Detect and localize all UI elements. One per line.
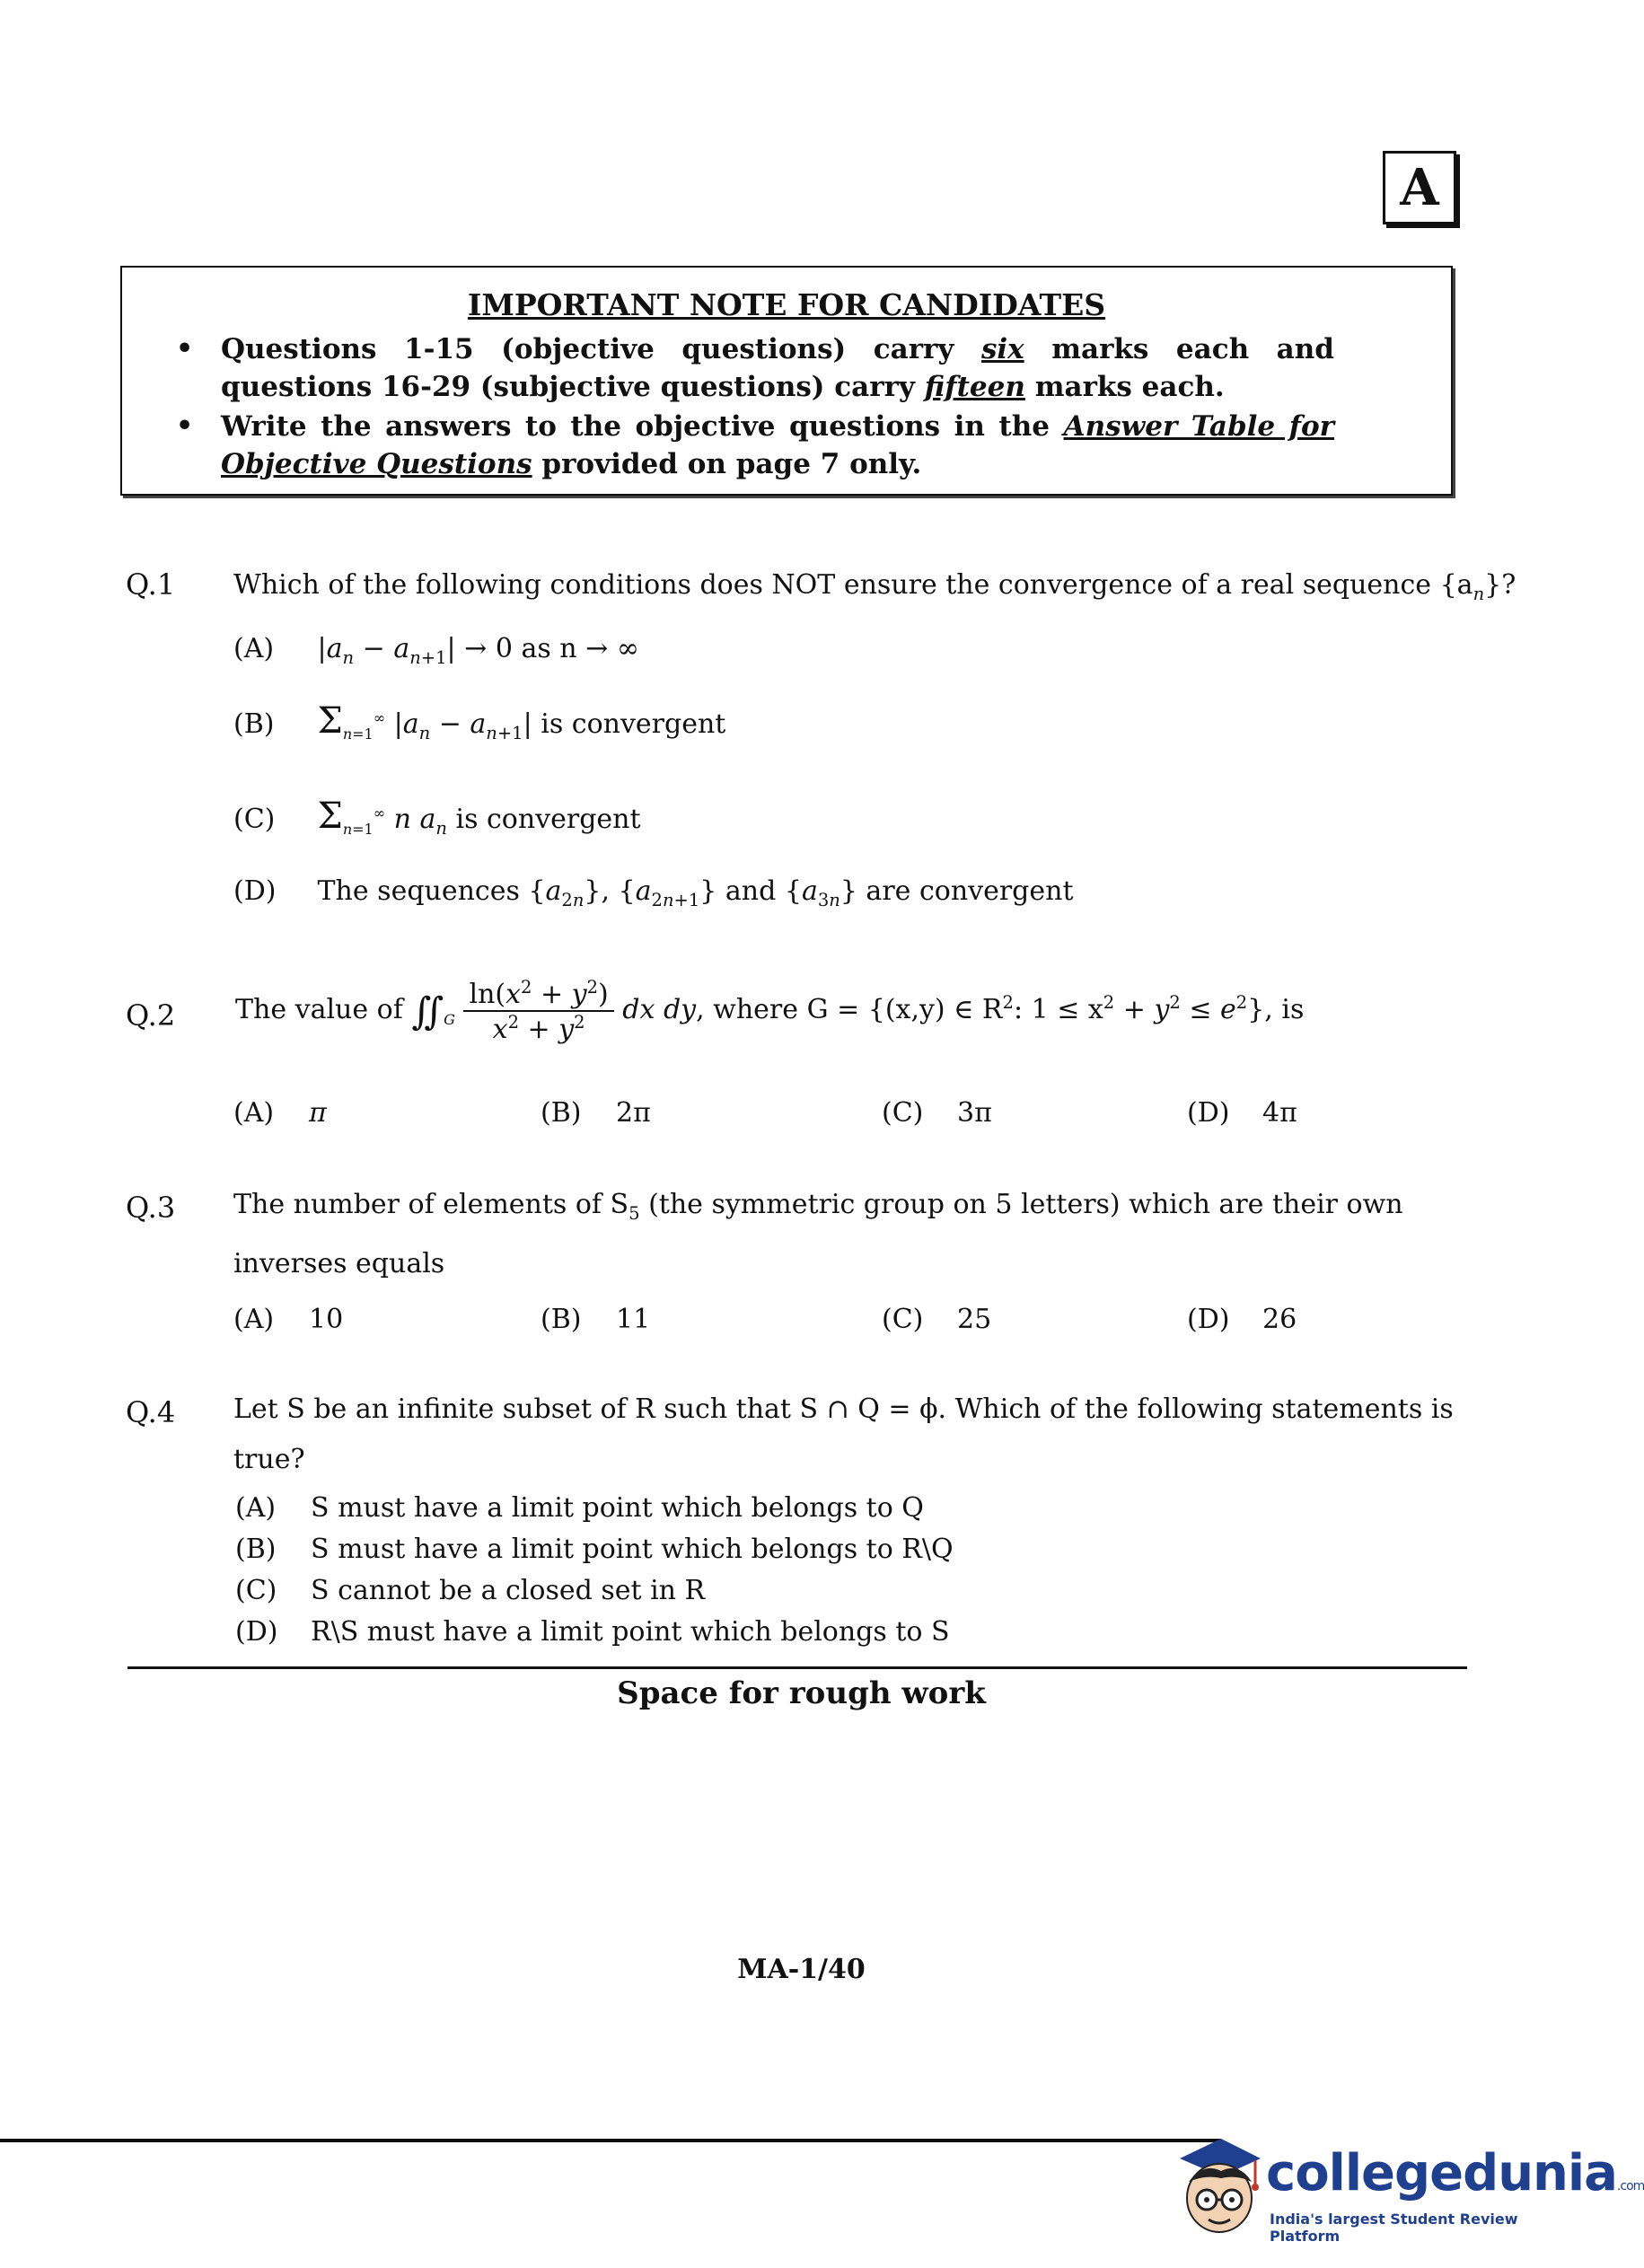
q2-text: The value of	[235, 994, 403, 1025]
q3-text-end: (the symmetric group on 5 letters) which are their own inverses equals	[233, 1189, 1403, 1279]
option-a[interactable]	[233, 1304, 343, 1335]
q3-text: The number of elements of S	[233, 1189, 629, 1220]
option-label: (B)	[233, 708, 275, 740]
option-b[interactable]	[541, 1304, 650, 1335]
option-c[interactable]	[882, 1097, 992, 1129]
q2-cond: : 1 ≤ x	[1013, 994, 1103, 1025]
option-text: 3π	[957, 1097, 992, 1129]
rough-work-label: Space for rough work	[617, 1675, 986, 1711]
option-text: 2π	[616, 1097, 651, 1129]
bullet-icon: •	[176, 410, 194, 442]
note-b1-text: Questions 1-15 (objective questions) carry	[221, 333, 981, 365]
brand-word: collegedunia	[1266, 2144, 1617, 2202]
question-text: The number of elements of $S_5$ (the symmetric group on 5 letters) which are their own inverses equals	[233, 1189, 1403, 1279]
option-math: $\Sigma_{n=1}^\infty$ n $a_n$	[317, 796, 447, 839]
q1-text-end: }?	[1484, 569, 1517, 601]
question-number: Q.1	[126, 567, 176, 602]
option-d[interactable]	[1187, 1304, 1297, 1335]
question-text: Which of the following conditions does NOT ensure the convergence of a real sequence $\{a_n\}$?	[233, 569, 1517, 604]
option-d[interactable]	[235, 1616, 950, 1648]
note-b2-text: Write the answers to the objective questions in the	[221, 410, 1064, 443]
option-math: $\{a_{2n}\}$, $\{a_{2n+1}\}$ and $\{a_{3n}\}$ are convergent	[528, 875, 1074, 910]
option-label: (B)	[235, 1534, 277, 1565]
option-label: (C)	[233, 804, 276, 835]
question-number: Q.3	[126, 1191, 176, 1225]
option-label: (A)	[235, 1492, 277, 1524]
option-label: (C)	[882, 1097, 924, 1129]
fraction: $\frac{\ln(x^2 + y^2)}{x^2 + y^2}$	[463, 977, 613, 1045]
question-number: Q.4	[126, 1395, 176, 1429]
paper-code: A	[1400, 158, 1439, 217]
option-a[interactable]	[233, 1097, 327, 1129]
note-b1-mid: marks each and questions 16-29 (subjective questions) carry	[221, 333, 1334, 403]
option-label: (D)	[1187, 1097, 1230, 1129]
option-label: (C)	[235, 1575, 277, 1606]
mascot-icon	[1167, 2132, 1266, 2239]
option-text: R\S must have a limit point which belongs to S	[311, 1616, 950, 1648]
question-text: The value of $∬_G$ $\frac{\ln(x^2 + y^2)}{x^2 + y^2}$ dx dy, where G = {(x,y) ∈ $R^2$: $1 \le x^2 + y^2 \le e^2$}, is	[235, 977, 1305, 1045]
option-label: (A)	[233, 1097, 275, 1129]
q2-end: }, is	[1247, 994, 1305, 1025]
question-text: Let S be an infinite subset of R such that S ∩ Q = ϕ. Which of the following statements is true?	[233, 1393, 1454, 1475]
option-text: S cannot be a closed set in R	[311, 1575, 706, 1606]
option-text: as n → ∞	[521, 633, 639, 664]
option-math: $\Sigma_{n=1}^\infty$ $|a_n - a_{n+1}|$	[317, 700, 541, 743]
note-bullet-2	[176, 408, 1334, 483]
option-b[interactable]	[235, 1534, 954, 1565]
option-text: is convergent	[455, 804, 641, 835]
option-text: is convergent	[541, 708, 726, 740]
option-label: (D)	[1187, 1304, 1230, 1335]
option-text: 4π	[1262, 1097, 1297, 1129]
option-text: S must have a limit point which belongs to Q	[311, 1492, 924, 1524]
option-text: 26	[1262, 1304, 1297, 1335]
option-text: π	[309, 1097, 327, 1129]
option-text: S must have a limit point which belongs to R\Q	[311, 1534, 954, 1565]
q2-where: , where G = {(x,y) ∈ R	[696, 994, 1003, 1025]
option-text: 11	[616, 1304, 651, 1335]
option-math: $|a_n - a_{n+1}| \to 0$	[317, 633, 522, 668]
bullet-icon: •	[176, 333, 194, 365]
note-bullet-1	[176, 330, 1334, 406]
option-a[interactable]	[235, 1492, 924, 1524]
option-a[interactable]	[233, 633, 639, 668]
option-label: (D)	[235, 1616, 278, 1648]
note-b1-end: marks each.	[1024, 371, 1225, 403]
double-integral: ∬	[411, 989, 444, 1033]
footer-rule	[0, 2139, 1221, 2142]
note-b2-end: provided on page 7 only.	[532, 448, 922, 480]
q1-text: Which of the following conditions does NOT ensure the convergence of a real sequence {a	[233, 569, 1473, 601]
brand-name	[1266, 2144, 1644, 2202]
option-d[interactable]	[1187, 1097, 1297, 1129]
option-label: (A)	[233, 1304, 275, 1335]
note-b2-answer-table: Answer Table for Objective Questions	[221, 410, 1334, 480]
option-b[interactable]	[233, 700, 725, 743]
option-c[interactable]	[233, 796, 641, 839]
option-text: 25	[957, 1304, 992, 1335]
paper-code-box	[1383, 151, 1456, 224]
option-c[interactable]	[882, 1304, 991, 1335]
option-text: The sequences	[317, 875, 520, 907]
question-number: Q.2	[126, 998, 176, 1033]
option-b[interactable]	[541, 1097, 651, 1129]
note-title: IMPORTANT NOTE FOR CANDIDATES	[467, 287, 1106, 322]
option-label: (B)	[541, 1304, 582, 1335]
brand-suffix: .com	[1616, 2179, 1644, 2193]
note-b1-fifteen: fifteen	[924, 371, 1025, 403]
option-label: (B)	[541, 1097, 582, 1129]
note-b1-six: six	[980, 333, 1024, 365]
option-d[interactable]	[233, 875, 1074, 910]
option-c[interactable]	[235, 1575, 705, 1606]
option-label: (A)	[233, 633, 275, 664]
collegedunia-logo	[1167, 2128, 1644, 2254]
divider	[127, 1666, 1467, 1669]
option-label: (C)	[882, 1304, 924, 1335]
page-footer: MA-1/40	[737, 1954, 866, 1985]
important-note-box	[120, 266, 1453, 496]
brand-tagline: India's largest Student Review Platform	[1270, 2211, 1518, 2245]
option-text: 10	[309, 1304, 344, 1335]
option-label: (D)	[233, 875, 277, 907]
